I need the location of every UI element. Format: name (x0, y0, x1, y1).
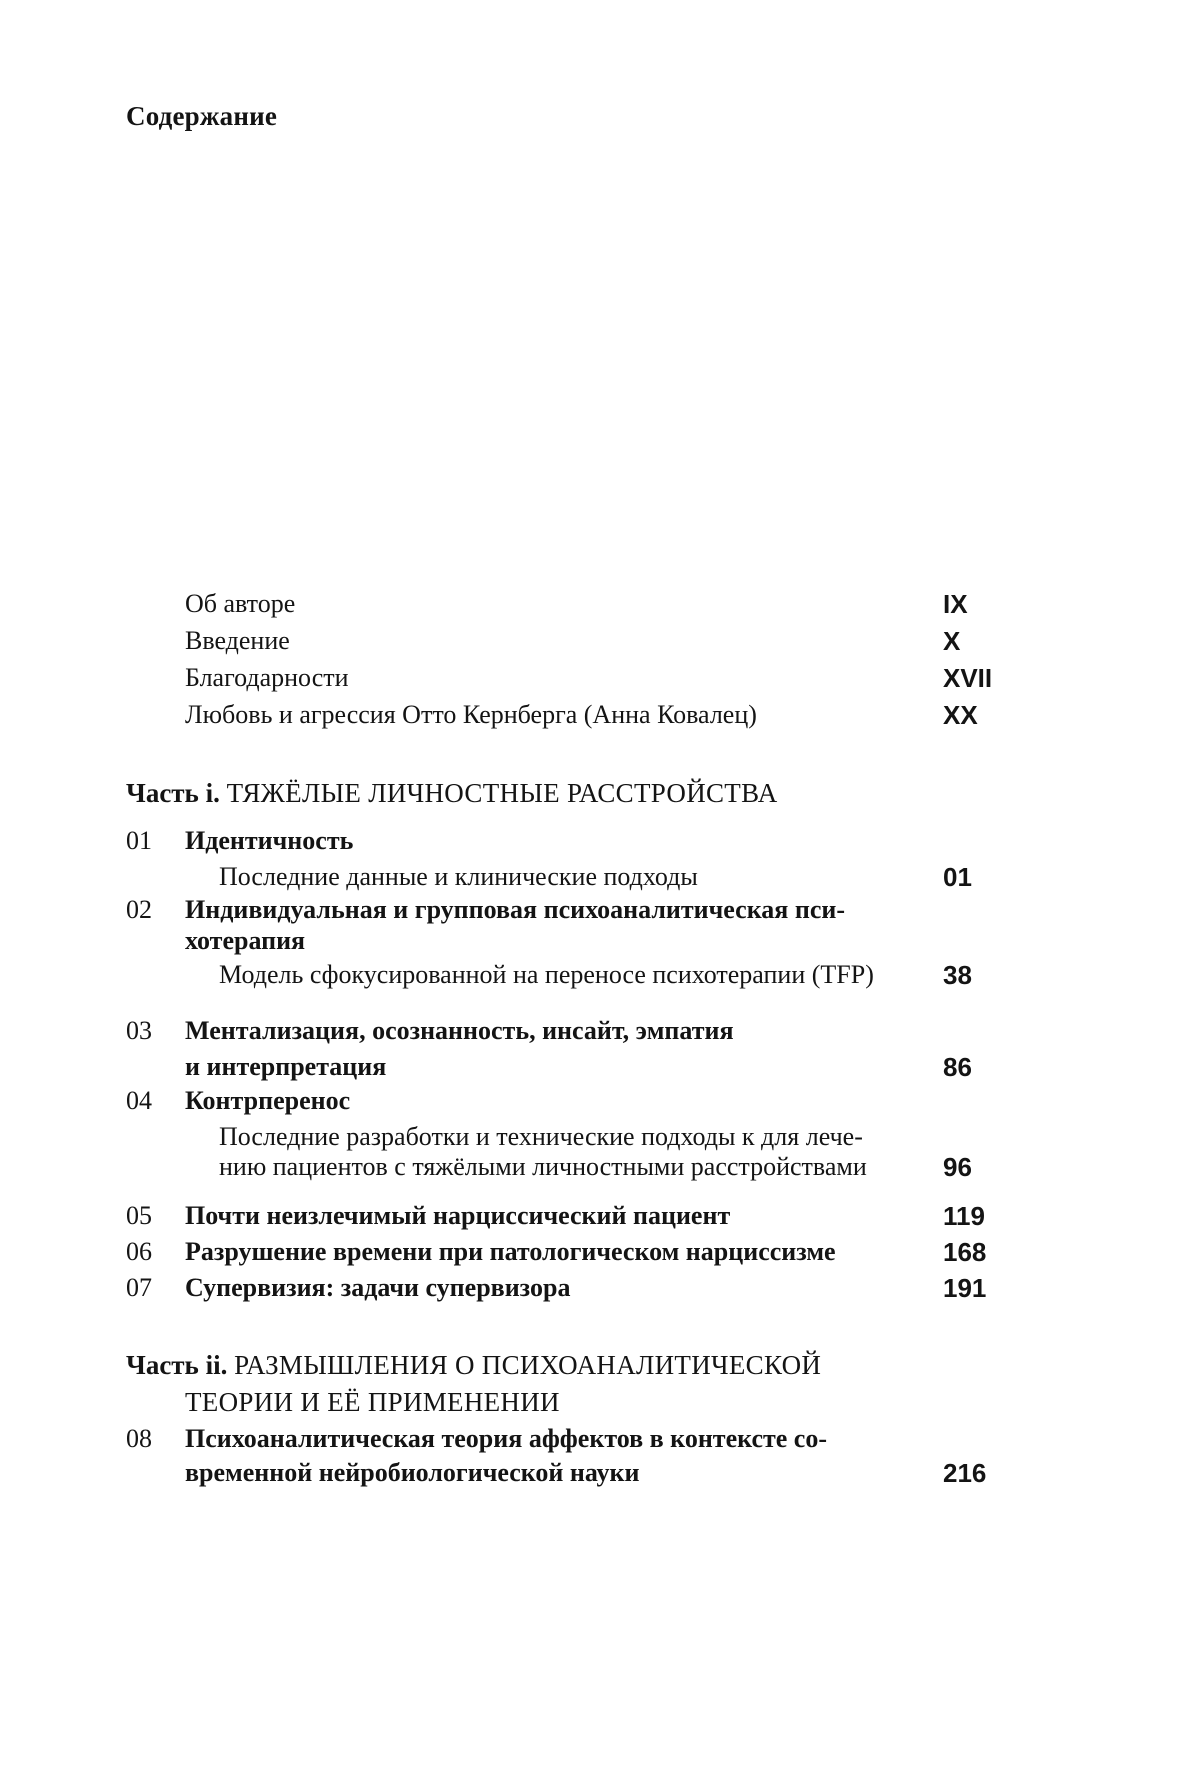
chapter-number: 05 (126, 1201, 152, 1230)
chapter-number: 04 (126, 1086, 152, 1115)
chapter-title: Контрперенос (185, 1086, 351, 1115)
chapter-page: 119 (943, 1201, 985, 1231)
chapter-title-continued: хотерапия (185, 926, 306, 955)
toc-entry-title: Об авторе (185, 589, 296, 618)
chapter-page: 86 (943, 1052, 972, 1082)
chapter-number: 07 (126, 1273, 152, 1302)
part-title-continued: ТЕОРИИ И ЕЁ ПРИМЕНЕНИИ (185, 1387, 560, 1417)
chapter-title-continued: временной нейробиологической науки (185, 1458, 640, 1487)
chapter-title: Идентичность (185, 826, 354, 855)
toc-entry-title: Благодарности (185, 663, 349, 692)
page-title: Содержание (126, 101, 278, 131)
part-heading (126, 1352, 821, 1379)
chapter-title: Индивидуальная и групповая психоаналитическая пси- (185, 895, 846, 924)
chapter-page: 96 (943, 1152, 972, 1182)
part-label: Часть i. (126, 778, 220, 808)
part-title: ТЯЖЁЛЫЕ ЛИЧНОСТНЫЕ РАССТРОЙСТВА (226, 778, 778, 808)
chapter-title: Почти неизлечимый нарциссический пациент (185, 1201, 731, 1230)
chapter-page: 191 (943, 1273, 987, 1303)
chapter-page: 01 (943, 862, 972, 892)
chapter-page: 168 (943, 1237, 987, 1267)
chapter-number: 06 (126, 1237, 152, 1266)
chapter-subtitle: Последние разработки и технические подходы к для лече- (219, 1122, 863, 1151)
chapter-title: Супервизия: задачи супервизора (185, 1273, 571, 1302)
chapter-title: Психоаналитическая теория аффектов в контексте со- (185, 1424, 827, 1453)
chapter-number: 03 (126, 1016, 152, 1045)
chapter-subtitle: Модель сфокусированной на переносе психотерапии (TFP) (219, 960, 874, 989)
toc-entry-title: Введение (185, 626, 290, 655)
toc-entry-page: XVII (943, 663, 993, 693)
chapter-number: 02 (126, 895, 152, 924)
chapter-number: 01 (126, 826, 152, 855)
chapter-title-continued: и интерпретация (185, 1052, 387, 1081)
toc-entry-title: Любовь и агрессия Отто Кернберга (Анна Ковалец) (185, 700, 757, 729)
part-label: Часть ii. (126, 1350, 228, 1380)
part-heading (126, 780, 778, 807)
chapter-page: 38 (943, 960, 972, 990)
chapter-subtitle-continued: нию пациентов с тяжёлыми личностными расстройствами (219, 1152, 867, 1181)
chapter-title: Разрушение времени при патологическом нарциссизме (185, 1237, 836, 1266)
toc-entry-page: XX (943, 700, 978, 730)
chapter-number: 08 (126, 1424, 152, 1453)
toc-entry-page: X (943, 626, 961, 656)
part-title: РАЗМЫШЛЕНИЯ О ПСИХОАНАЛИТИЧЕСКОЙ (234, 1350, 822, 1380)
chapter-title: Ментализация, осознанность, инсайт, эмпатия (185, 1016, 734, 1045)
chapter-page: 216 (943, 1458, 987, 1488)
toc-entry-page: IX (943, 589, 968, 619)
chapter-subtitle: Последние данные и клинические подходы (219, 862, 698, 891)
